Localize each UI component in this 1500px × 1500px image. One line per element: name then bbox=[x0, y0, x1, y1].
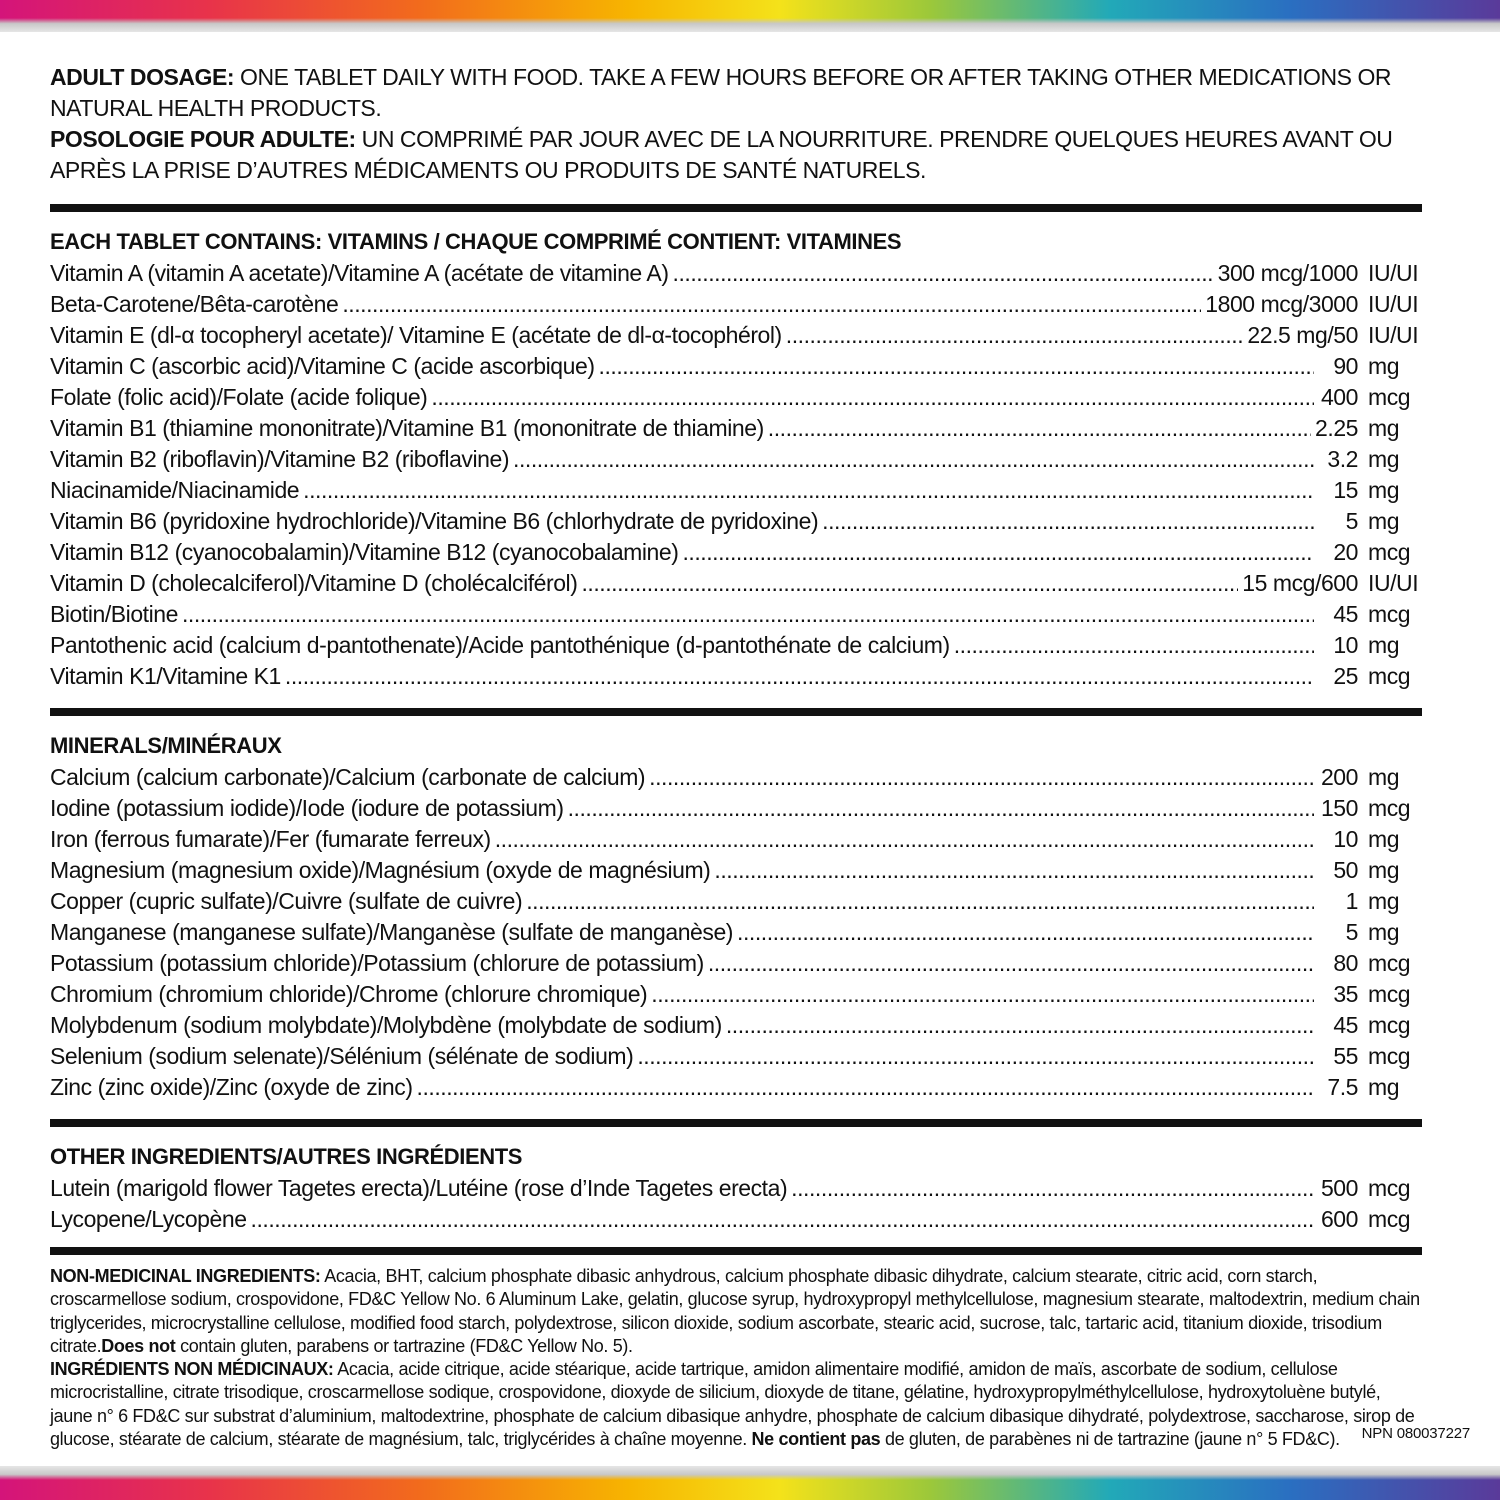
minerals-list bbox=[50, 762, 1422, 1103]
ingredient-unit: mg bbox=[1368, 888, 1400, 914]
vitamins-heading: EACH TABLET CONTAINS: VITAMINS / CHAQUE COMPRIMÉ CONTIENT: VITAMINES bbox=[50, 229, 902, 254]
dosage-en bbox=[50, 62, 1422, 124]
ingredient-amount: 400 bbox=[1320, 384, 1358, 410]
ingredient-amount: 500 bbox=[1320, 1175, 1358, 1201]
ingredient-unit: mcg bbox=[1368, 663, 1411, 689]
ingredient-name: Potassium (potassium chloride)/Potassium (chlorure de potassium) bbox=[50, 950, 704, 976]
ingredient-row bbox=[50, 762, 1422, 793]
ingredient-name: Copper (cupric sulfate)/Cuivre (sulfate de cuivre) bbox=[50, 888, 523, 914]
ingredient-unit: mcg bbox=[1368, 1012, 1411, 1038]
ingredient-name: Zinc (zinc oxide)/Zinc (oxyde de zinc) bbox=[50, 1074, 413, 1100]
dot-leader bbox=[495, 824, 1314, 855]
ingredient-row bbox=[50, 320, 1422, 351]
ingredient-amount: 80 bbox=[1333, 950, 1358, 976]
ingredient-row bbox=[50, 444, 1422, 475]
ingredient-unit: IU/UI bbox=[1368, 322, 1419, 348]
rainbow-band-top bbox=[0, 0, 1500, 32]
ingredient-amount: 90 bbox=[1333, 353, 1358, 379]
dot-leader bbox=[431, 382, 1314, 413]
dosage-en-text: ONE TABLET DAILY WITH FOOD. TAKE A FEW HOURS BEFORE OR AFTER TAKING OTHER MEDICATIONS OR NATURAL HEALTH PRODUCTS. bbox=[50, 64, 1392, 121]
ingredient-row bbox=[50, 855, 1422, 886]
non-medicinal-fr bbox=[50, 1358, 1422, 1451]
divider-rule bbox=[50, 1247, 1422, 1255]
ingredient-row bbox=[50, 1041, 1422, 1072]
ingredient-unit: mg bbox=[1368, 764, 1400, 790]
dot-leader bbox=[599, 351, 1314, 382]
ingredient-name: Vitamin K1/Vitamine K1 bbox=[50, 663, 281, 689]
dot-leader bbox=[768, 413, 1311, 444]
ingredient-row bbox=[50, 948, 1422, 979]
dot-leader bbox=[651, 979, 1314, 1010]
dot-leader bbox=[417, 1072, 1314, 1103]
ingredient-row bbox=[50, 630, 1422, 661]
ingredient-row bbox=[50, 413, 1422, 444]
dot-leader bbox=[513, 444, 1314, 475]
ingredient-name: Vitamin C (ascorbic acid)/Vitamine C (acide ascorbique) bbox=[50, 353, 595, 379]
ingredient-unit: IU/UI bbox=[1368, 260, 1419, 286]
ingredient-unit: mg bbox=[1368, 632, 1400, 658]
ingredient-amount: 15 mcg/600 bbox=[1242, 570, 1358, 596]
non-medicinal-section bbox=[50, 1265, 1422, 1451]
ingredient-unit: mg bbox=[1368, 508, 1400, 534]
ingredient-name: Vitamin B1 (thiamine mononitrate)/Vitamine B1 (mononitrate de thiamine) bbox=[50, 415, 764, 441]
dosage-fr bbox=[50, 124, 1422, 186]
ingredient-unit: mg bbox=[1368, 826, 1400, 852]
ingredient-amount: 300 mcg/1000 bbox=[1217, 260, 1358, 286]
ingredient-row bbox=[50, 1010, 1422, 1041]
ingredient-name: Selenium (sodium selenate)/Sélénium (sélénate de sodium) bbox=[50, 1043, 634, 1069]
dot-leader bbox=[568, 793, 1314, 824]
divider-rule bbox=[50, 708, 1422, 716]
dot-leader bbox=[526, 886, 1314, 917]
ingredient-amount: 7.5 bbox=[1327, 1074, 1358, 1100]
vitamins-list bbox=[50, 258, 1422, 692]
rainbow-band-bottom bbox=[0, 1466, 1500, 1500]
ingredient-name: Lycopene/Lycopène bbox=[50, 1206, 247, 1232]
ingredient-name: Vitamin B6 (pyridoxine hydrochloride)/Vitamine B6 (chlorhydrate de pyridoxine) bbox=[50, 508, 819, 534]
ingredient-amount: 35 bbox=[1333, 981, 1358, 1007]
ingredient-unit: mcg bbox=[1368, 795, 1411, 821]
dot-leader bbox=[673, 258, 1214, 289]
ingredient-amount: 22.5 mg/50 bbox=[1247, 322, 1358, 348]
ingredient-name: Chromium (chromium chloride)/Chrome (chlorure chromique) bbox=[50, 981, 648, 1007]
divider-rule bbox=[50, 204, 1422, 212]
ingredient-name: Vitamin B12 (cyanocobalamin)/Vitamine B12 (cyanocobalamine) bbox=[50, 539, 679, 565]
ingredient-amount: 10 bbox=[1333, 632, 1358, 658]
dot-leader bbox=[637, 1041, 1314, 1072]
dot-leader bbox=[708, 948, 1314, 979]
ingredient-amount: 25 bbox=[1333, 663, 1358, 689]
non-medicinal-en-label: NON-MEDICINAL INGREDIENTS: bbox=[50, 1266, 321, 1286]
ingredient-row bbox=[50, 661, 1422, 692]
ingredient-amount: 15 bbox=[1333, 477, 1358, 503]
ingredient-name: Molybdenum (sodium molybdate)/Molybdène (molybdate de sodium) bbox=[50, 1012, 722, 1038]
ingredient-unit: mcg bbox=[1368, 1175, 1411, 1201]
ingredient-amount: 20 bbox=[1333, 539, 1358, 565]
ingredient-row bbox=[50, 258, 1422, 289]
ingredient-name: Vitamin A (vitamin A acetate)/Vitamine A (acétate de vitamine A) bbox=[50, 260, 669, 286]
ingredient-name: Niacinamide/Niacinamide bbox=[50, 477, 300, 503]
ingredient-unit: IU/UI bbox=[1368, 570, 1419, 596]
ingredient-name: Manganese (manganese sulfate)/Manganèse (sulfate de manganèse) bbox=[50, 919, 733, 945]
other-ingredients-heading: OTHER INGREDIENTS/AUTRES INGRÉDIENTS bbox=[50, 1144, 523, 1169]
ingredient-amount: 45 bbox=[1333, 601, 1358, 627]
ingredient-unit: mcg bbox=[1368, 539, 1411, 565]
ingredient-row bbox=[50, 1173, 1422, 1204]
dot-leader bbox=[726, 1010, 1314, 1041]
ingredient-row bbox=[50, 382, 1422, 413]
ingredient-row bbox=[50, 1204, 1422, 1235]
dot-leader bbox=[303, 475, 1314, 506]
ingredient-unit: mcg bbox=[1368, 981, 1411, 1007]
ingredient-amount: 600 bbox=[1320, 1206, 1358, 1232]
ingredient-amount: 45 bbox=[1333, 1012, 1358, 1038]
dot-leader bbox=[682, 537, 1314, 568]
ingredient-row bbox=[50, 289, 1422, 320]
non-medicinal-fr-bold-note: Ne contient pas bbox=[751, 1429, 881, 1450]
ingredient-name: Beta-Carotene/Bêta-carotène bbox=[50, 291, 339, 317]
ingredient-unit: mcg bbox=[1368, 384, 1411, 410]
dot-leader bbox=[251, 1204, 1314, 1235]
minerals-heading: MINERALS/MINÉRAUX bbox=[50, 733, 282, 758]
ingredient-row bbox=[50, 979, 1422, 1010]
ingredient-row bbox=[50, 886, 1422, 917]
ingredient-unit: mg bbox=[1368, 919, 1400, 945]
dosage-fr-text: UN COMPRIMÉ PAR JOUR AVEC DE LA NOURRITURE. PRENDRE QUELQUES HEURES AVANT OU APRÈS LA PRISE D’AUTRES MÉDICAMENTS OU PRODUITS DE SANTÉ NATURELS. bbox=[50, 126, 1393, 183]
ingredient-unit: mcg bbox=[1368, 1206, 1411, 1232]
dot-leader bbox=[342, 289, 1201, 320]
ingredient-row bbox=[50, 599, 1422, 630]
ingredient-amount: 5 bbox=[1345, 919, 1358, 945]
dot-leader bbox=[285, 661, 1314, 692]
ingredient-amount: 1 bbox=[1345, 888, 1358, 914]
non-medicinal-fr-label: INGRÉDIENTS NON MÉDICINAUX: bbox=[50, 1359, 334, 1380]
non-medicinal-en bbox=[50, 1265, 1422, 1358]
ingredient-name: Vitamin E (dl-α tocopheryl acetate)/ Vitamine E (acétate de dl-α-tocophérol) bbox=[50, 322, 782, 348]
divider-rule bbox=[50, 1119, 1422, 1127]
ingredient-unit: mg bbox=[1368, 415, 1400, 441]
ingredient-row bbox=[50, 917, 1422, 948]
ingredient-amount: 55 bbox=[1333, 1043, 1358, 1069]
ingredient-row bbox=[50, 537, 1422, 568]
ingredient-row bbox=[50, 568, 1422, 599]
npn-number: NPN 080037227 bbox=[1361, 1425, 1470, 1442]
ingredient-unit: mg bbox=[1368, 477, 1400, 503]
ingredient-name: Lutein (marigold flower Tagetes erecta)/Lutéine (rose d’Inde Tagetes erecta) bbox=[50, 1175, 788, 1201]
dosage-section bbox=[50, 62, 1422, 186]
ingredient-unit: IU/UI bbox=[1368, 291, 1419, 317]
ingredient-name: Folate (folic acid)/Folate (acide folique) bbox=[50, 384, 428, 410]
dot-leader bbox=[791, 1173, 1314, 1204]
ingredient-amount: 150 bbox=[1320, 795, 1358, 821]
ingredient-name: Iodine (potassium iodide)/Iode (iodure de potassium) bbox=[50, 795, 564, 821]
ingredient-row bbox=[50, 351, 1422, 382]
dosage-fr-label: POSOLOGIE POUR ADULTE: bbox=[50, 126, 356, 152]
dot-leader bbox=[786, 320, 1244, 351]
ingredient-amount: 200 bbox=[1320, 764, 1358, 790]
non-medicinal-en-bold-note: Does not bbox=[101, 1335, 176, 1356]
ingredient-name: Iron (ferrous fumarate)/Fer (fumarate ferreux) bbox=[50, 826, 491, 852]
dot-leader bbox=[954, 630, 1314, 661]
ingredient-row bbox=[50, 824, 1422, 855]
ingredient-name: Biotin/Biotine bbox=[50, 601, 178, 627]
ingredient-amount: 3.2 bbox=[1327, 446, 1358, 472]
ingredient-amount: 2.25 bbox=[1315, 415, 1358, 441]
dot-leader bbox=[737, 917, 1314, 948]
ingredient-row bbox=[50, 1072, 1422, 1103]
dot-leader bbox=[581, 568, 1238, 599]
ingredient-row bbox=[50, 793, 1422, 824]
dot-leader bbox=[182, 599, 1314, 630]
ingredient-amount: 1800 mcg/3000 bbox=[1205, 291, 1358, 317]
ingredient-unit: mcg bbox=[1368, 1043, 1411, 1069]
ingredient-unit: mg bbox=[1368, 1074, 1400, 1100]
ingredient-row bbox=[50, 475, 1422, 506]
ingredient-unit: mg bbox=[1368, 353, 1400, 379]
ingredient-amount: 10 bbox=[1333, 826, 1358, 852]
non-medicinal-en-note: contain gluten, parabens or tartrazine (FD&C Yellow No. 5). bbox=[175, 1335, 633, 1356]
ingredient-unit: mg bbox=[1368, 446, 1400, 472]
ingredient-unit: mcg bbox=[1368, 950, 1411, 976]
dosage-en-label: ADULT DOSAGE: bbox=[50, 64, 235, 90]
other-ingredients-list bbox=[50, 1173, 1422, 1235]
ingredient-name: Pantothenic acid (calcium d-pantothenate)/Acide pantothénique (d-pantothénate de calcium) bbox=[50, 632, 950, 658]
ingredient-unit: mcg bbox=[1368, 601, 1411, 627]
ingredient-unit: mg bbox=[1368, 857, 1400, 883]
label-panel bbox=[50, 62, 1422, 1451]
non-medicinal-fr-note: de gluten, de parabènes ni de tartrazine (jaune n° 5 FD&C). bbox=[880, 1429, 1340, 1450]
ingredient-name: Vitamin B2 (riboflavin)/Vitamine B2 (riboflavine) bbox=[50, 446, 510, 472]
non-medicinal-en-text: Acacia, BHT, calcium phosphate dibasic anhydrous, calcium phosphate dibasic dihydrate, calcium stearate, citric acid, corn starch, croscarmellose sodium, crospovidone, FD&C Yellow No. 6 Aluminum Lake, gelatin, glucose syrup, hydroxypropyl methylcellulose, magnesium stearate, maltodextrin, medium chain triglycerides, microcrystalline cellulose, modified food starch, polydextrose, silicon dioxide, sodium ascorbate, stearic acid, sucrose, talc, tartaric acid, titanium dioxide, trisodium citrate. bbox=[50, 1266, 1420, 1356]
dot-leader bbox=[649, 762, 1314, 793]
ingredient-name: Vitamin D (cholecalciferol)/Vitamine D (cholécalciférol) bbox=[50, 570, 578, 596]
ingredient-row bbox=[50, 506, 1422, 537]
dot-leader bbox=[822, 506, 1314, 537]
ingredient-name: Calcium (calcium carbonate)/Calcium (carbonate de calcium) bbox=[50, 764, 646, 790]
ingredient-amount: 50 bbox=[1333, 857, 1358, 883]
ingredient-amount: 5 bbox=[1345, 508, 1358, 534]
ingredient-name: Magnesium (magnesium oxide)/Magnésium (oxyde de magnésium) bbox=[50, 857, 711, 883]
non-medicinal-fr-text: Acacia, acide citrique, acide stéarique, acide tartrique, amidon alimentaire modifié, amidon de maïs, ascorbate de sodium, cellulose microcristalline, citrate trisodique, croscarmellose sodique, crospovidone, dioxyde de silicium, dioxyde de titane, gélatine, hydroxypropylméthylcellulose, hydroxytoluène butylé, jaune n° 6 FD&C sur substrat d’aluminium, maltodextrine, phosphate de calcium dibasique anhydre, phosphate de calcium dibasique dihydraté, polydextrose, saccharose, sirop de glucose, stéarate de calcium, stéarate de magnésium, talc, triglycérides à chaîne moyenne. bbox=[50, 1359, 1415, 1450]
dot-leader bbox=[714, 855, 1314, 886]
